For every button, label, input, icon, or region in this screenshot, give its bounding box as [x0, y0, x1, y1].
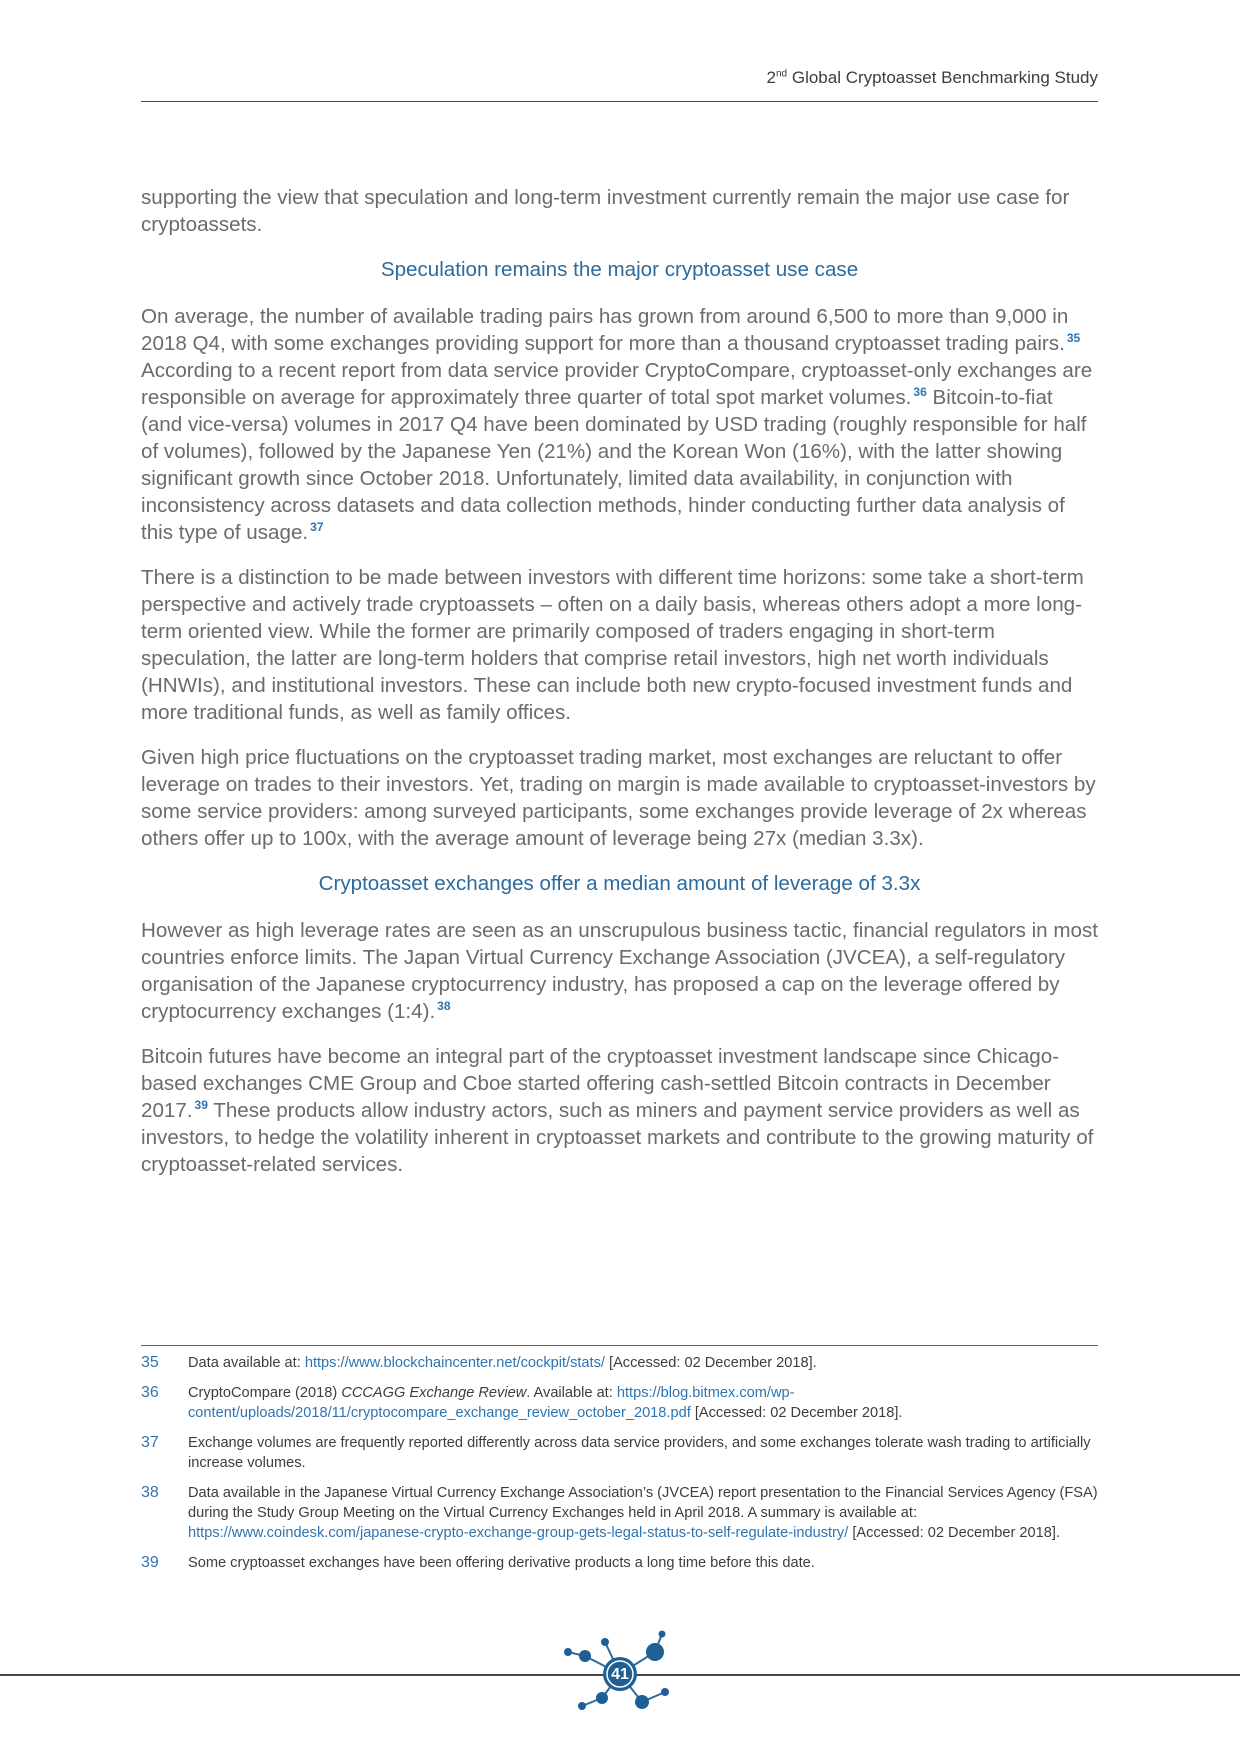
footnote-text — [188, 1353, 1098, 1373]
header-ordinal-number: 2 — [766, 68, 776, 87]
paragraph-regulation — [141, 917, 1098, 1025]
footnote-text-segment: CryptoCompare (2018) — [188, 1385, 342, 1401]
paragraph-futures — [141, 1043, 1098, 1178]
footnote-text: Exchange volumes are frequently reported differently across data service providers, and some exchanges tolerate wash trading to artificially increase volumes. — [188, 1435, 1091, 1471]
main-content — [141, 184, 1098, 1196]
paragraph-text: However as high leverage rates are seen as an unscrupulous business tactic, financial regulators in most countries enforce limits. The Japan Virtual Currency Exchange Association (JVCEA), a self-regulatory organisation of the Japanese cryptocurrency industry, has proposed a cap on the leverage offered by cryptocurrency exchanges (1:4). — [141, 919, 1098, 1023]
footnote-ref-39[interactable]: 39 — [194, 1098, 208, 1113]
paragraph-trading-pairs — [141, 303, 1098, 546]
footnote-text-segment: [Accessed: 02 December 2018]. — [604, 1355, 817, 1371]
footnote-text-segment: [Accessed: 02 December 2018]. — [690, 1405, 903, 1421]
header-ordinal-suffix: nd — [776, 68, 788, 80]
footnote-text-segment: Data available in the Japanese Virtual Currency Exchange Association’s (JVCEA) report presentation to the Financial Services Agency (FSA) during the Study Group Meeting on the Virtual Currency Exchanges held in April 2018. A summary is available at: — [188, 1485, 1098, 1521]
paragraph-text: According to a recent report from data service provider CryptoCompare, cryptoasset-only exchanges are responsible on average for approximately three quarter of total spot market volumes. — [141, 359, 1093, 409]
footnote-number: 37 — [141, 1434, 159, 1451]
footnote-text — [188, 1483, 1098, 1543]
header-title: Global Cryptoasset Benchmarking Study — [787, 68, 1098, 87]
paragraph-text: Bitcoin-to-fiat (and vice-versa) volumes in 2017 Q4 have been dominated by USD trading (roughly responsible for half of volumes), followed by the Japanese Yen (21%) and the Korean Won (16%), with the latter showing significant growth since October 2018. Unfortunately, limited data availability, in conjunction with inconsistency across datasets and data collection methods, hinder conducting further data analysis of this type of usage. — [141, 386, 1087, 544]
footnote-number: 36 — [141, 1384, 159, 1401]
footnote-number: 35 — [141, 1354, 159, 1371]
footnote-link[interactable]: https://www.coindesk.com/japanese-crypto-exchange-group-gets-legal-status-to-self-regulate-industry/ — [188, 1525, 849, 1541]
footnote-ref-38[interactable]: 38 — [437, 999, 451, 1014]
section-heading-leverage: Cryptoasset exchanges offer a median amount of leverage of 3.3x — [318, 872, 921, 895]
running-header — [141, 68, 1098, 88]
footnote-link[interactable]: https://www.blockchaincenter.net/cockpit/stats/ — [304, 1355, 605, 1371]
footnote-36 — [141, 1383, 1098, 1423]
paragraph-text: These products allow industry actors, such as miners and payment service providers as well as investors, to hedge the volatility inherent in cryptoasset markets and contribute to the growing maturity of cryptoasset-related services. — [141, 1099, 1094, 1176]
paragraph-leverage: Given high price fluctuations on the cryptoasset trading market, most exchanges are reluctant to offer leverage on trades to their investors. Yet, trading on margin is made available to cryptoasset-investors by some service providers: among surveyed participants, some exchanges provide leverage of 2x whereas others offer up to 100x, with the average amount of leverage being 27x (median 3.3x). — [141, 746, 1096, 850]
footnote-text-segment: . Available at: — [526, 1385, 617, 1401]
footnote-number: 38 — [141, 1484, 159, 1501]
paragraph-time-horizons: There is a distinction to be made between investors with different time horizons: some take a short-term perspective and actively trade cryptoassets – often on a daily basis, whereas others adopt a more long-term oriented view. While the former are primarily composed of traders engaging in short-term speculation, the latter are long-term holders that comprise retail investors, high net worth individuals (HNWIs), and institutional investors. These can include both new crypto-focused investment funds and more traditional funds, as well as family offices. — [141, 566, 1084, 724]
footnote-text: Some cryptoasset exchanges have been offering derivative products a long time before this date. — [188, 1555, 815, 1571]
paragraph-text: Bitcoin futures have become an integral part of the cryptoasset investment landscape since Chicago-based exchanges CME Group and Cboe started offering cash-settled Bitcoin contracts in December 2017. — [141, 1045, 1060, 1122]
footnote-ref-36[interactable]: 36 — [913, 385, 927, 400]
footnote-35 — [141, 1353, 1098, 1373]
section-heading-speculation: Speculation remains the major cryptoasset use case — [380, 258, 859, 281]
footnote-ref-35[interactable]: 35 — [1066, 331, 1081, 346]
footnote-39 — [141, 1553, 1098, 1573]
footnote-link[interactable]: https://blog.bitmex.com/wp-content/uploads/2018/11/cryptocompare_exchange_review_october_2018.pdf — [188, 1385, 795, 1421]
footnote-37 — [141, 1433, 1098, 1473]
footnote-38 — [141, 1483, 1098, 1543]
footnote-number: 39 — [141, 1554, 159, 1571]
header-divider — [141, 101, 1098, 102]
footnote-text-segment: [Accessed: 02 December 2018]. — [848, 1525, 1061, 1541]
footnotes — [141, 1345, 1098, 1583]
footnote-ref-37[interactable]: 37 — [310, 520, 324, 535]
footnote-text — [188, 1383, 1098, 1423]
paragraph-intro: supporting the view that speculation and long-term investment currently remain the major use case for cryptoassets. — [141, 186, 1070, 236]
footnote-italic-title: CCCAGG Exchange Review — [341, 1385, 527, 1401]
page-number: 41 — [611, 1666, 629, 1683]
footnote-text-segment: Data available at: — [188, 1355, 305, 1371]
paragraph-text: On average, the number of available trading pairs has grown from around 6,500 to more than 9,000 in 2018 Q4, with some exchanges providing support for more than a thousand cryptoasset trading pairs. — [141, 305, 1069, 355]
